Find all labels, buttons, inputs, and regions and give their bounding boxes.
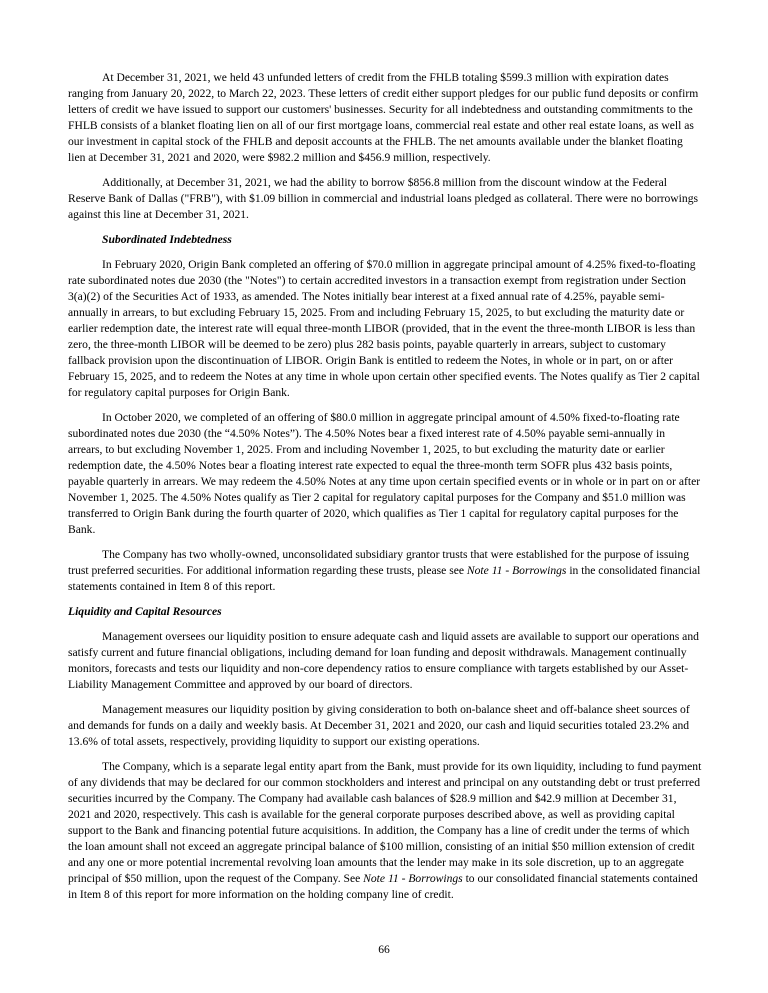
text-run: Additionally, at December 31, 2021, we had the ability to borrow $856.8 million from the discount window at the Federal Reserve Bank of Dallas ("FRB"), with $1.09 billion in commercial and industrial loans pledged as collateral. There were no borrowings against this line at December 31, 2021. (68, 176, 699, 221)
text-run: Liquidity and Capital Resources (68, 605, 222, 618)
paragraph (68, 547, 702, 595)
text-run: In February 2020, Origin Bank completed an offering of $70.0 million in aggregate principal amount of 4.25% fixed-to-floating rate subordinated notes due 2030 (the "Notes") to certain accredited investors in a transaction exempt from registration under Section 3(a)(2) of the Securities Act of 1933, as amended. The Notes initially bear interest at a fixed annual rate of 4.25%, payable semi-annually in arrears, to but excluding February 15, 2025. From and including February 15, 2025, to but excluding the maturity date or earlier redemption date, the interest rate will equal three-month LIBOR (provided, that in the event the three-month LIBOR is less than zero, the three-month LIBOR will be deemed to be zero) plus 282 basis points, payable quarterly in arrears, subject to customary fallback provision upon the discontinuation of LIBOR. Origin Bank is entitled to redeem the Notes, in whole or in part, on or after February 15, 2025, and to redeem the Notes at any time in whole upon certain other specified events. The Notes qualify as Tier 2 capital for regulatory capital purposes for Origin Bank. (68, 258, 700, 399)
paragraph (68, 70, 702, 166)
paragraph (68, 175, 702, 223)
text-run: The Company, which is a separate legal entity apart from the Bank, must provide for its own liquidity, including to fund payment of any dividends that may be declared for our common stockholders and interest and principal on any outstanding debt or trust preferred securities incurred by the Company. The Company had available cash balances of $28.9 million and $42.9 million at December 31, 2021 and 2020, respectively. This cash is available for the general corporate purposes described above, as well as providing capital support to the Bank and financing potential future acquisitions. In addition, the Company has a line of credit under the terms of which the loan amount shall not exceed an aggregate principal balance of $100 million, consisting of an initial $50 million extension of credit and any one or more potential incremental revolving loan amounts that the lender may make in its sole discretion, up to an aggregate principal of $50 million, upon the request of the Company. See (68, 760, 702, 885)
section-heading (68, 604, 702, 620)
text-run: Management oversees our liquidity position to ensure adequate cash and liquid assets are available to support our operations and satisfy current and future financial obligations, including demand for loan funding and deposit withdrawals. Management continually monitors, forecasts and tests our liquidity and non-core dependency ratios to ensure compliance with targets established by our Asset-Liability Management Committee and approved by our board of directors. (68, 630, 699, 691)
document-body (68, 70, 702, 912)
italic-note-reference: Note 11 - Borrowings (466, 564, 567, 577)
section-heading (68, 232, 702, 248)
text-run: Subordinated Indebtedness (102, 233, 232, 246)
page-footer (0, 942, 768, 958)
paragraph (68, 410, 702, 538)
page-number: 66 (378, 943, 390, 956)
text-run: In October 2020, we completed of an offering of $80.0 million in aggregate principal amount of 4.50% fixed-to-floating rate subordinated notes due 2030 (the “4.50% Notes”). The 4.50% Notes bear a fixed interest rate of 4.50% payable semi-annually in arrears, to but excluding November 1, 2025. From and including November 1, 2025, to but excluding the maturity date or earlier redemption date, the 4.50% Notes bear a floating interest rate expected to equal the three-month term SOFR plus 432 basis points, payable quarterly in arrears. We may redeem the 4.50% Notes at any time upon certain specified events or in whole or in part on or after November 1, 2025. The 4.50% Notes qualify as Tier 2 capital for regulatory capital purposes for the Company and $51.0 million was transferred to Origin Bank during the fourth quarter of 2020, which qualifies as Tier 1 capital for regulatory capital purposes for the Bank. (68, 411, 701, 536)
paragraph (68, 759, 702, 903)
paragraph (68, 257, 702, 401)
text-run: At December 31, 2021, we held 43 unfunded letters of credit from the FHLB totaling $599.3 million with expiration dates ranging from January 20, 2022, to March 22, 2023. These letters of credit either support pledges for our public fund deposits or confirm letters of credit we have issued to support our customers' businesses. Security for all indebtedness and outstanding commitments to the FHLB consists of a blanket floating lien on all of our first mortgage loans, commercial real estate and other real estate loans, as well as our investment in capital stock of the FHLB and deposit accounts at the FHLB. The net amounts available under the blanket floating lien at December 31, 2021 and 2020, were $982.2 million and $456.9 million, respectively. (68, 71, 699, 164)
text-run: in the consolidated financial statements contained in Item 8 of this report. (68, 564, 701, 593)
text-run: Management measures our liquidity position by giving consideration to both on-balance sheet and off-balance sheet sources of and demands for funds on a daily and weekly basis. At December 31, 2021 and 2020, our cash and liquid securities totaled 23.2% and 13.6% of total assets, respectively, providing liquidity to support our existing operations. (68, 703, 690, 748)
paragraph (68, 629, 702, 693)
italic-note-reference: Note 11 - Borrowings (363, 872, 463, 885)
paragraph (68, 702, 702, 750)
text-run: to our consolidated financial statements contained in Item 8 of this report for more information on the holding company line of credit. (68, 872, 698, 901)
text-run: The Company has two wholly-owned, unconsolidated subsidiary grantor trusts that were established for the purpose of issuing trust preferred securities. For additional information regarding these trusts, please see (68, 548, 689, 577)
